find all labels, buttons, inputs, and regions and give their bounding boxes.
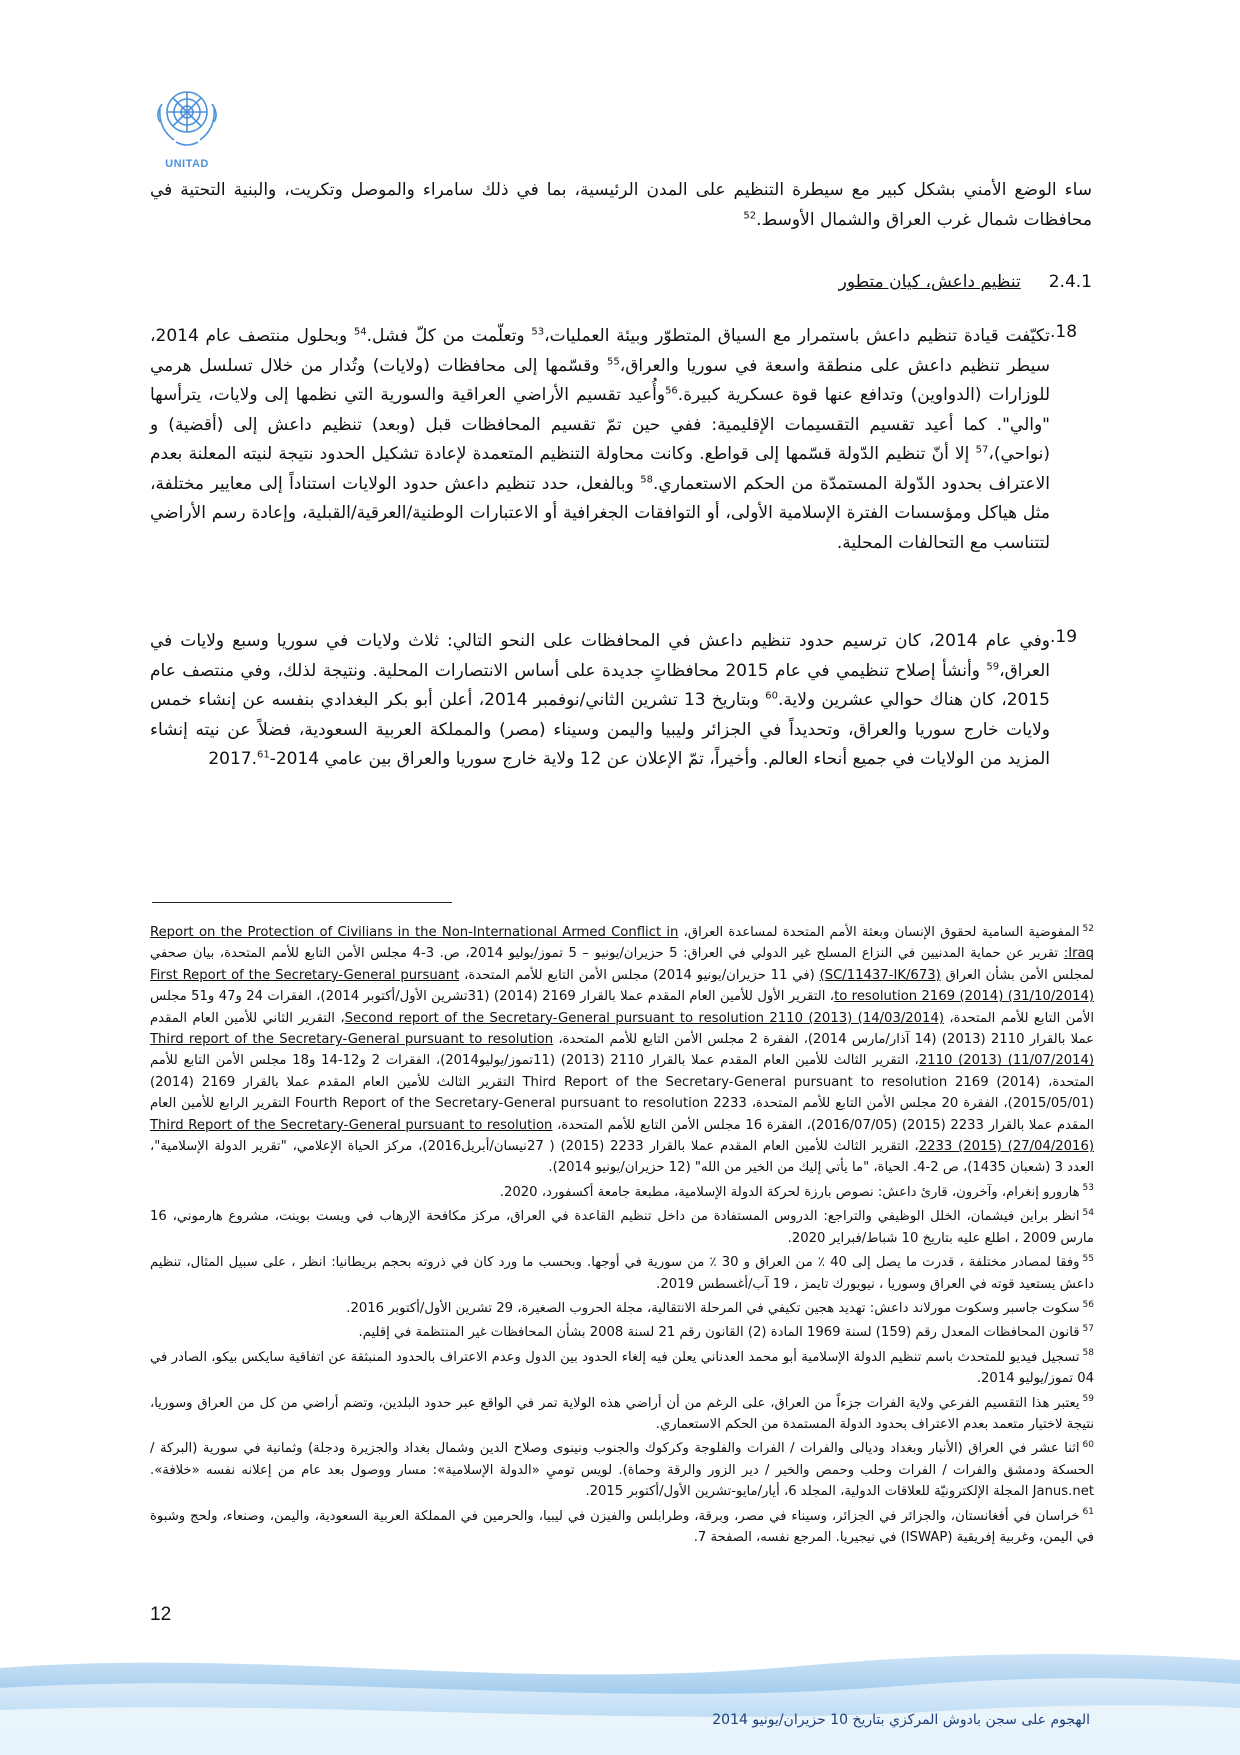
- paragraph-text: وبتاريخ 13 تشرين الثاني/نوفمبر 2014، أعلن أبو بكر البغدادي بنفسه عن إنشاء خمس ولايات خارج سوريا والعراق، وتحديداً في الجزائر وليبيا واليمن وسيناء (مصر) والمملكة العربية السعودية، فضلاً عن نيته إنشاء المزيد من الولايات في جميع أنحاء العالم. وأخيراً، تمّ الإعلان عن 12 ولاية خارج سوريا والعراق بين عامي 2014-2017.: [150, 690, 1050, 769]
- paragraph-19: [150, 627, 1050, 775]
- footnote-item: [150, 1393, 1094, 1436]
- footnote-link[interactable]: First Report of the Secretary-General pursuant to resolution 2169 (2014) (31/10/2014): [150, 967, 1095, 1005]
- footer-title: الهجوم على سجن بادوش المركزي بتاريخ 10 حزيران/يونيو 2014: [712, 1712, 1090, 1728]
- paragraph-text: وفي عام 2014، كان ترسيم حدود تنظيم داعش في المحافظات على النحو التالي: ثلاث ولايات في سوريا وسبع ولايات في العراق،: [150, 631, 1050, 681]
- paragraph-text: وبحلول منتصف عام 2014، سيطر تنظيم داعش على منطقة واسعة في سوريا والعراق،: [150, 326, 1050, 376]
- footnote-text: تقرير عن حماية المدنيين في النزاع المسلح غير الدولي في العراق: 5 حزيران/يونيو – 5 تموز/يوليو 2014، ص. 3-4 مجلس الأمن التابع للأمم المتحدة، بيان صحفي لمجلس الأمن بشأن العراق: [150, 946, 1094, 983]
- footnote-ref[interactable]: 52: [743, 209, 757, 221]
- footnote-text: ، التقرير الأول للأمين العام المقدم عملا بالقرار 2169 (2014) (31تشرين الأول/أكتوبر 2014)، الفقرات 24 و47 و51 مجلس الأمن التابع للأمم المتحدة،: [150, 989, 1094, 1026]
- page-number: 12: [150, 1604, 172, 1625]
- paragraph-18: [150, 322, 1050, 558]
- footnote-item: [150, 1438, 1094, 1502]
- footnote-link[interactable]: Second report of the Secretary-General pursuant to resolution 2110 (2013) (14/03/2014): [344, 1010, 944, 1026]
- footnote-item: [150, 1182, 1094, 1203]
- paragraph-text: وقسّمها إلى محافظات (ولايات) وتُدار من خلال تسلسل هرمي للوزارات (الدواوين) وتدافع عنها قوة عسكرية كبيرة.: [150, 355, 1050, 405]
- paragraph-number: .18: [1050, 322, 1078, 342]
- footnote-ref[interactable]: 59: [986, 660, 1000, 672]
- paragraph-text: تكيّفت قيادة تنظيم داعش باستمرار مع السياق المتطوّر وبيئة العمليات،: [544, 326, 1050, 346]
- footnote-number: 52: [1082, 923, 1094, 934]
- footnote-text: ، التقرير الثالث للأمين العام المقدم عملا بالقرار 2110 (2013) (11تموز/يوليو2014)، الفقرات 2 و12-14 و18 مجلس الأمن التابع للأمم المتحدة، Third Report of the Secretary-General pursuant to resolution 2169 (2014) التقرير الثالث للأمين العام المقدم عملا بالقرار 2169 (2014) (2015/05/01)، الفقرة 20 مجلس الأمن التابع للأمم المتحدة، Fourth Report of the Secretary-General pursuant to resolution 2233 التقرير الرابع للأمين العام المقدم عملا بالقرار 2233 (2015) (2016/07/05)، الفقرة 16 مجلس الأمن التابع للأمم المتحدة،: [150, 1053, 1095, 1133]
- footnote-number: 61: [1082, 1507, 1094, 1518]
- footnote-item: [150, 1206, 1094, 1249]
- footer-wave-band: [0, 1640, 1240, 1755]
- footnote-text: يعتبر هذا التقسيم الفرعي ولاية الفرات جزءاً من العراق، على الرغم من أن أراضي هذه الولاية تمر في الواقع عبر حدود البلدين، وتضم أراضي من كل من العراق وسوريا، نتيجة لاختيار متعمد بعدم الاعتراف بحدود الدولة المستمدة من الحكم الاستعماري.: [150, 1395, 1094, 1432]
- footnote-ref[interactable]: 57: [975, 444, 989, 456]
- footnotes-section: [150, 922, 1094, 1551]
- footnote-number: 58: [1082, 1348, 1094, 1359]
- footnote-number: 56: [1082, 1299, 1094, 1310]
- footnote-number: 55: [1082, 1253, 1094, 1264]
- paragraph-text: وأُعيد تقسيم الأراضي العراقية والسورية التي نظمها إلى ولايات، يترأسها "والي". كما أعيد تقسيم التقسيمات الإقليمية: ففي حين تمّ تقسيم المحافظات قبل (وبعد) تنظيم داعش إلى (أقضية) و (نواحي)،: [150, 385, 1050, 464]
- footnote-ref[interactable]: 61: [256, 749, 270, 761]
- footnote-number: 54: [1082, 1207, 1094, 1218]
- footnote-text: سكوت جاسبر وسكوت مورلاند داعش: تهديد هجين تكيفي في المرحلة الانتقالية، مجلة الحروب الصغيرة، 29 تشرين الأول/أكتوبر 2016.: [346, 1300, 1080, 1316]
- paragraph-text: وبالفعل، حدد تنظيم داعش حدود الولايات استناداً إلى معايير مختلفة، مثل هياكل ومؤسسات الفترة الإسلامية الأولى، أو التوافقات الجغرافية أو الاعتبارات الوطنية/العرقية/القبلية، وإعادة رسم الأراضي لتتناسب مع التحالفات المحلية.: [150, 473, 1050, 553]
- footnote-item: [150, 1347, 1094, 1390]
- un-logo: [150, 78, 224, 170]
- footnote-ref[interactable]: 53: [531, 326, 545, 338]
- footnote-link[interactable]: Third Report of the Secretary-General pursuant to resolution 2233 (2015) (27/04/2016): [150, 1117, 1094, 1155]
- paragraph-number: .19: [1050, 627, 1078, 647]
- logo-caption: UNITAD: [165, 158, 209, 170]
- footnote-item: [150, 1506, 1094, 1549]
- footnote-ref[interactable]: 54: [353, 326, 367, 338]
- footnote-divider: [152, 902, 452, 903]
- intro-text: ساء الوضع الأمني بشكل كبير مع سيطرة التنظيم على المدن الرئيسية، بما في ذلك سامراء والموصل وتكريت، والبنية التحتية في محافظات شمال غرب العراق والشمال الأوسط.: [150, 180, 1092, 230]
- section-title: تنظيم داعش، كيان متطور: [838, 272, 1021, 292]
- footnote-text: قانون المحافظات المعدل رقم (159) لسنة 1969 المادة (2) القانون رقم 21 لسنة 2008 بشأن المحافظات غير المنتظمة في إقليم.: [358, 1325, 1080, 1341]
- un-emblem-icon: [150, 78, 224, 152]
- section-heading: [839, 272, 1092, 292]
- footnote-number: 60: [1082, 1439, 1094, 1450]
- footnote-ref[interactable]: 56: [665, 385, 678, 397]
- section-number: 2.4.1: [1048, 272, 1092, 292]
- paragraph-text: وتعلّمت من كلّ فشل.: [366, 326, 532, 346]
- paragraph-text: إلا أنّ تنظيم الدّولة قسّمها إلى قواطع. وكانت محاولة التنظيم المتعمدة لإعادة تشكيل الحدود نتيجة لنيته المعلنة بعدم الاعتراف بحدود الدّولة المستمدّة من الحكم الاستعماري.: [150, 444, 1050, 494]
- footnote-item: [150, 1298, 1094, 1319]
- footnote-text: (في 11 حزيران/يونيو 2014) مجلس الأمن التابع للأمم المتحدة،: [459, 967, 820, 983]
- footnote-text: وفقا لمصادر مختلفة ، قدرت ما يصل إلى 40 ٪ من العراق و 30 ٪ من سورية في أوجها. وبحسب ما ورد كان في ذروته بحجم بريطانيا: انظر ، على سبيل المثال، تنظيم داعش يستعيد قوته في العراق وسوريا ، نيويورك تايمز ، 19 آب/أغسطس 2019.: [150, 1255, 1094, 1292]
- footnote-number: 53: [1082, 1183, 1094, 1194]
- footnote-text: انظر براين فيشمان، الخلل الوظيفي والتراجع: الدروس المستفادة من داخل تنظيم القاعدة في العراق، مركز مكافحة الإرهاب في ويست بوينت، مشروع هارموني، 16 مارس 2009 ، اطلع عليه بتاريخ 10 شباط/فبراير 2020.: [150, 1209, 1094, 1246]
- footnote-link[interactable]: (SC/11437-IK/673): [819, 967, 941, 983]
- footnote-text: خراسان في أفغانستان، والجزائر في الجزائر، وسيناء في مصر، وبرقة، وطرابلس والفيزن في ليبيا، والحرمين في المملكة العربية السعودية، واليمن، وصنعاء، ولحج وشبوة في اليمن، وغربية إفريقية (ISWAP) في نيجيريا. المرجع نفسه، الصفحة 7.: [150, 1508, 1094, 1545]
- footnote-text: ، التقرير الثاني للأمين العام المقدم عملا بالقرار 2110 (2013) (14 آذار/مارس 2014)، الفقرة 2 مجلس الأمن التابع للأمم المتحدة،: [150, 1010, 1094, 1048]
- footnote-ref[interactable]: 60: [765, 690, 779, 702]
- footnote-number: 59: [1082, 1394, 1094, 1405]
- intro-paragraph: [150, 176, 1092, 235]
- footnote-item: [150, 922, 1094, 1179]
- footnote-text: المفوضية السامية لحقوق الإنسان وبعثة الأمم المتحدة لمساعدة العراق،: [678, 925, 1080, 940]
- footnote-text: ، التقرير الثالث للأمين العام المقدم عملا بالقرار 2233 (2015) ( 27نيسان/أبريل2016)، مركز الحياة الإعلامي، "تقرير الدولة الإسلامية"، العدد 3 (شعبان 1435)، ص 2-4. الحياة، "ما يأتي إليك من الخير من الله" (12 حزيران/يونيو 2014).: [150, 1139, 1094, 1176]
- footnote-ref[interactable]: 55: [606, 355, 620, 367]
- footnote-link[interactable]: Report on the Protection of Civilians in the Non-International Armed Conflict in Iraq:: [150, 925, 1094, 962]
- footnote-item: [150, 1252, 1094, 1295]
- footnote-ref[interactable]: 58: [640, 473, 653, 485]
- footnote-text: اثنا عشر في العراق (الأنبار وبغداد وديالى والفرات / الفرات والفلوجة وكركوك والجنوب ونينوى وصلاح الدين وشمال بغداد والجزيرة ودجلة) وثمانية في سورية (البركة / الحسكة ودمشق والفرات / الفرات وحلب وحمص والخير / دير الزور والرقة وحماة). لويس توميِ «الدولة الإسلامية»: مسار ووصول بعد عام من إعلانه نفسه «خلافة». Janus.net المجلة الإلكترونيّة للعلاقات الدولية، المجلد 6، أيار/مايو-تشرين الأول/أكتوبر 2015.: [150, 1441, 1094, 1500]
- footnote-link[interactable]: Third report of the Secretary-General pursuant to resolution 2110 (2013) (11/07/2014): [150, 1032, 1095, 1069]
- footnote-text: هارورو إنغرام، وآخرون، قارئ داعش: نصوص بارزة لحركة الدولة الإسلامية، مطبعة جامعة أكسفورد، 2020.: [499, 1184, 1080, 1200]
- footnote-text: تسجيل فيديو للمتحدث باسم تنظيم الدولة الإسلامية أبو محمد العدناني يعلن فيه إلغاء الحدود بين الدول وعدم الاعتراف بالحدود المنبثقة عن اتفاقية سايكس بيكو، الصادر في 04 تموز/يوليو 2014.: [150, 1349, 1094, 1387]
- footnote-item: [150, 1322, 1094, 1343]
- paragraph-text: وأنشأ إصلاح تنظيمي في عام 2015 محافظاتٍ جديدة على أساس الانتصارات المحلية. ونتيجة لذلك، وفي منتصف عام 2015، كان هناك حوالي عشرين ولاية.: [150, 660, 1050, 710]
- footnote-number: 57: [1082, 1323, 1094, 1334]
